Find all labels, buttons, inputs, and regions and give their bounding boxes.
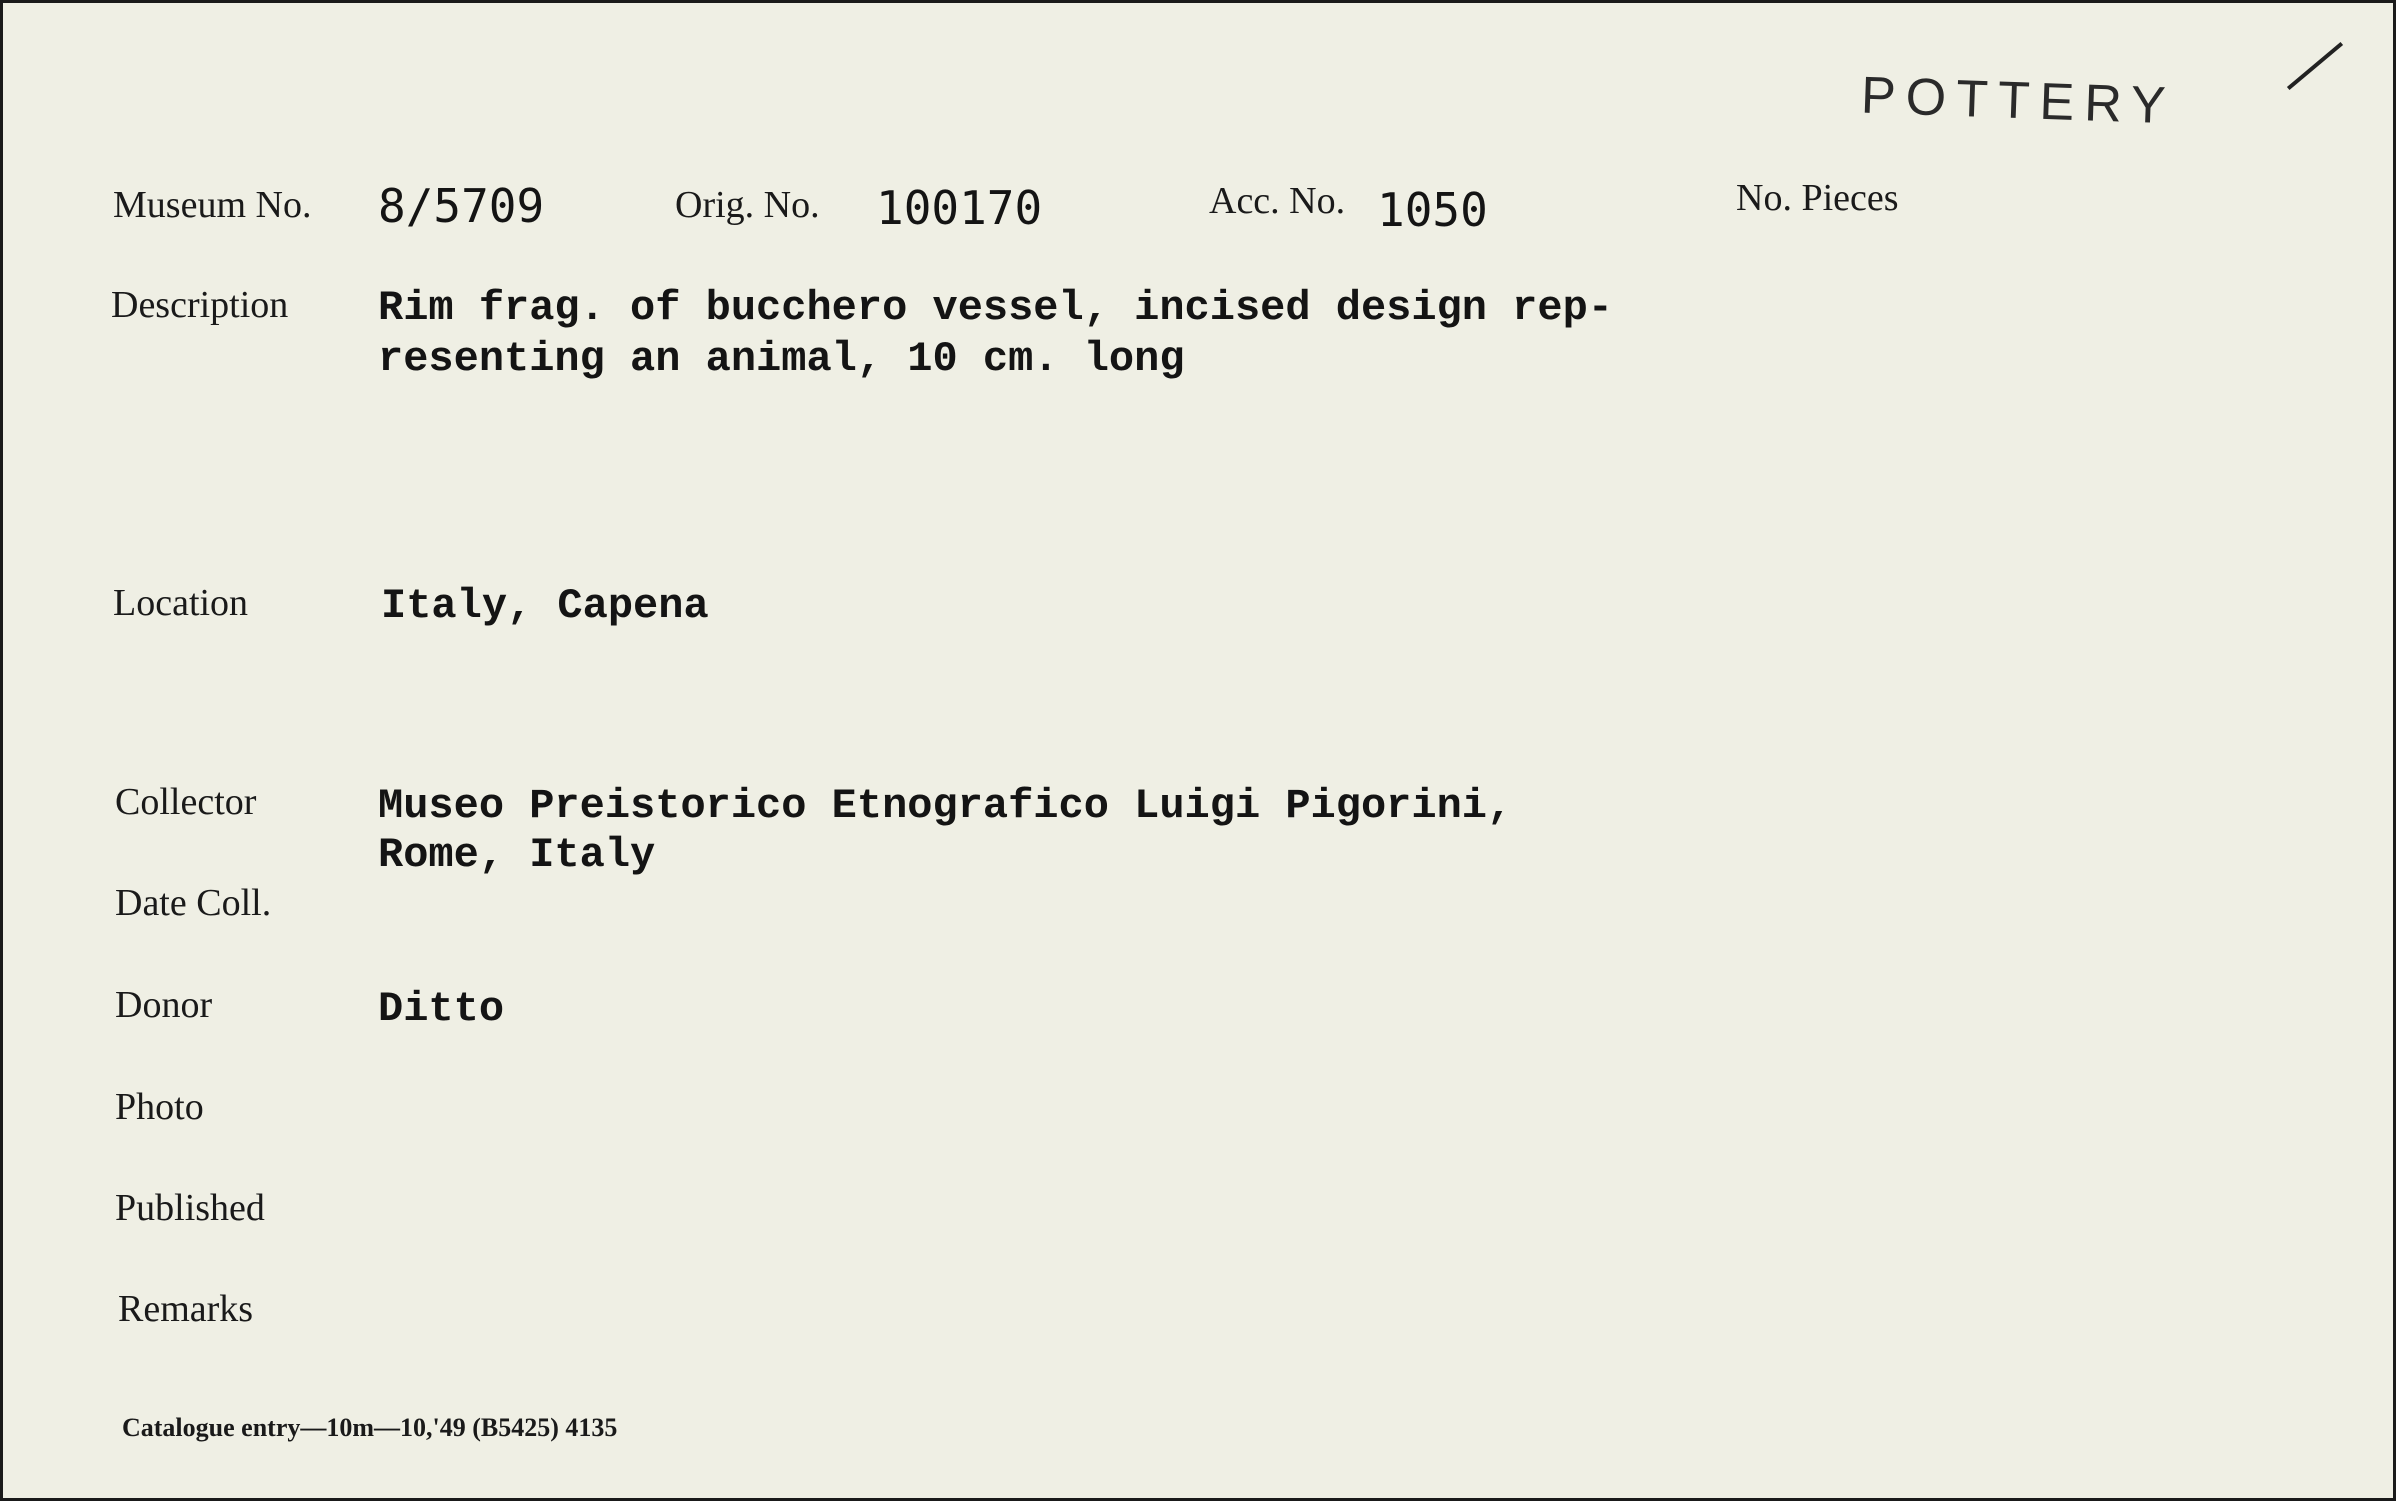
donor-label: Donor <box>115 984 213 1026</box>
catalogue-footer: Catalogue entry—10m—10,'49 (B5425) 4135 <box>122 1413 618 1442</box>
museum-no-label: Museum No. <box>113 184 312 226</box>
description-label: Description <box>111 284 289 326</box>
category-stamp: POTTERY <box>1860 66 2177 136</box>
collector-line-2: Rome, Italy <box>378 831 656 879</box>
orig-no-label: Orig. No. <box>675 184 820 226</box>
acc-no-value: 1050 <box>1377 183 1488 237</box>
collector-line-1: Museo Preistorico Etnografico Luigi Pigorini, <box>378 782 1513 830</box>
acc-no-label: Acc. No. <box>1209 180 1346 222</box>
museum-no-value: 8/5709 <box>378 179 545 233</box>
donor-value: Ditto <box>378 985 505 1033</box>
description-line-2: resenting an animal, 10 cm. long <box>378 335 1185 383</box>
orig-no-value: 100170 <box>876 181 1043 235</box>
published-label: Published <box>115 1187 265 1229</box>
pencil-tick-mark <box>2287 42 2343 90</box>
location-value: Italy, Capena <box>381 582 709 630</box>
no-pieces-label: No. Pieces <box>1736 177 1899 219</box>
location-label: Location <box>113 582 249 624</box>
remarks-label: Remarks <box>118 1288 254 1330</box>
photo-label: Photo <box>115 1086 204 1128</box>
collector-label: Collector <box>115 781 257 823</box>
description-line-1: Rim frag. of bucchero vessel, incised design rep- <box>378 284 1614 332</box>
date-coll-label: Date Coll. <box>115 882 272 924</box>
